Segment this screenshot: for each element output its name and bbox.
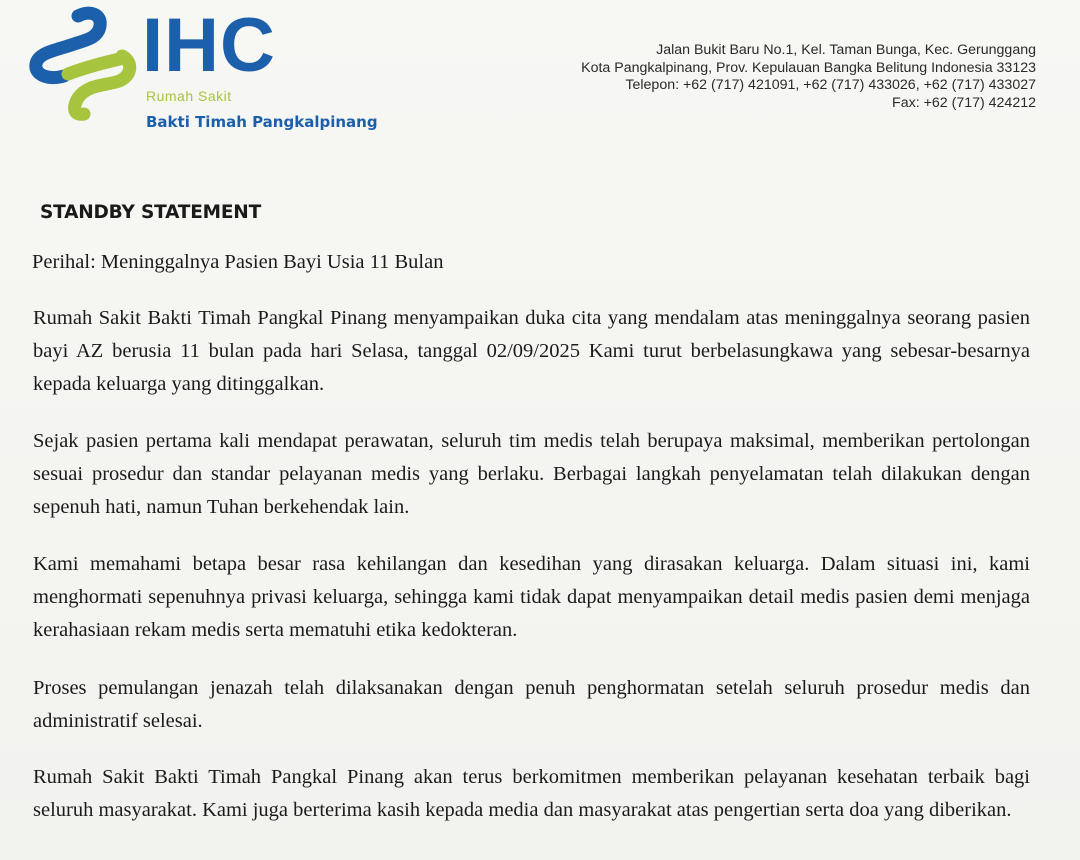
address-phone: Telepon: +62 (717) 421091, +62 (717) 433026, +62 (717) 433027: [625, 77, 1036, 93]
document-heading: STANDBY STATEMENT: [40, 202, 261, 223]
paragraph-privacy: Kami memahami betapa besar rasa kehilangan dan kesedihan yang dirasakan keluarga. Dalam situasi ini, kami menghormati sepenuhnya privasi keluarga, sehingga kami tidak dapat menyampaikan detail medis pasien demi menjaga kerahasiaan rekam medis serta mematuhi etika kedokteran.: [33, 553, 1030, 641]
paragraph-condolence: Rumah Sakit Bakti Timah Pangkal Pinang menyampaikan duka cita yang mendalam atas meninggalnya seorang pasien bayi AZ berusia 11 bulan pada hari Selasa, tanggal 02/09/2025 Kami turut berbelasungkawa yang sebesar-besarnya kepada keluarga yang ditinggalkan.: [33, 307, 1030, 395]
paragraph-repatriation: Proses pemulangan jenazah telah dilaksanakan dengan penuh penghormatan setelah seluruh prosedur medis dan administratif selesai.: [33, 677, 1030, 732]
hospital-address: [416, 42, 1036, 112]
document-subject: Perihal: Meninggalnya Pasien Bayi Usia 11 Bulan: [32, 251, 444, 273]
paragraph-commitment: Rumah Sakit Bakti Timah Pangkal Pinang akan terus berkomitmen memberikan pelayanan kesehatan terbaik bagi seluruh masyarakat. Kami juga berterima kasih kepada media dan masyarakat atas pengertian serta doa yang diberikan.: [33, 766, 1030, 821]
brand-subtitle: Rumah Sakit: [146, 88, 232, 104]
paragraph-treatment: Sejak pasien pertama kali mendapat perawatan, seluruh tim medis telah berupaya maksimal, memberikan pertolongan sesuai prosedur dan standar pelayanan medis yang berlaku. Berbagai langkah penyelamatan telah dilakukan dengan sepenuh hati, namun Tuhan berkehendak lain.: [33, 430, 1030, 518]
hospital-logo: [28, 3, 448, 136]
ihc-cross-logo-icon: [28, 6, 140, 122]
address-fax: Fax: +62 (717) 424212: [892, 94, 1036, 111]
brand-location: Bakti Timah Pangkalpinang: [146, 113, 378, 131]
address-city: Kota Pangkalpinang, Prov. Kepulauan Bangka Belitung Indonesia 33123: [581, 59, 1036, 76]
brand-name: IHC: [142, 3, 276, 88]
address-street: Jalan Bukit Baru No.1, Kel. Taman Bunga, Kec. Gerunggang: [656, 42, 1036, 58]
